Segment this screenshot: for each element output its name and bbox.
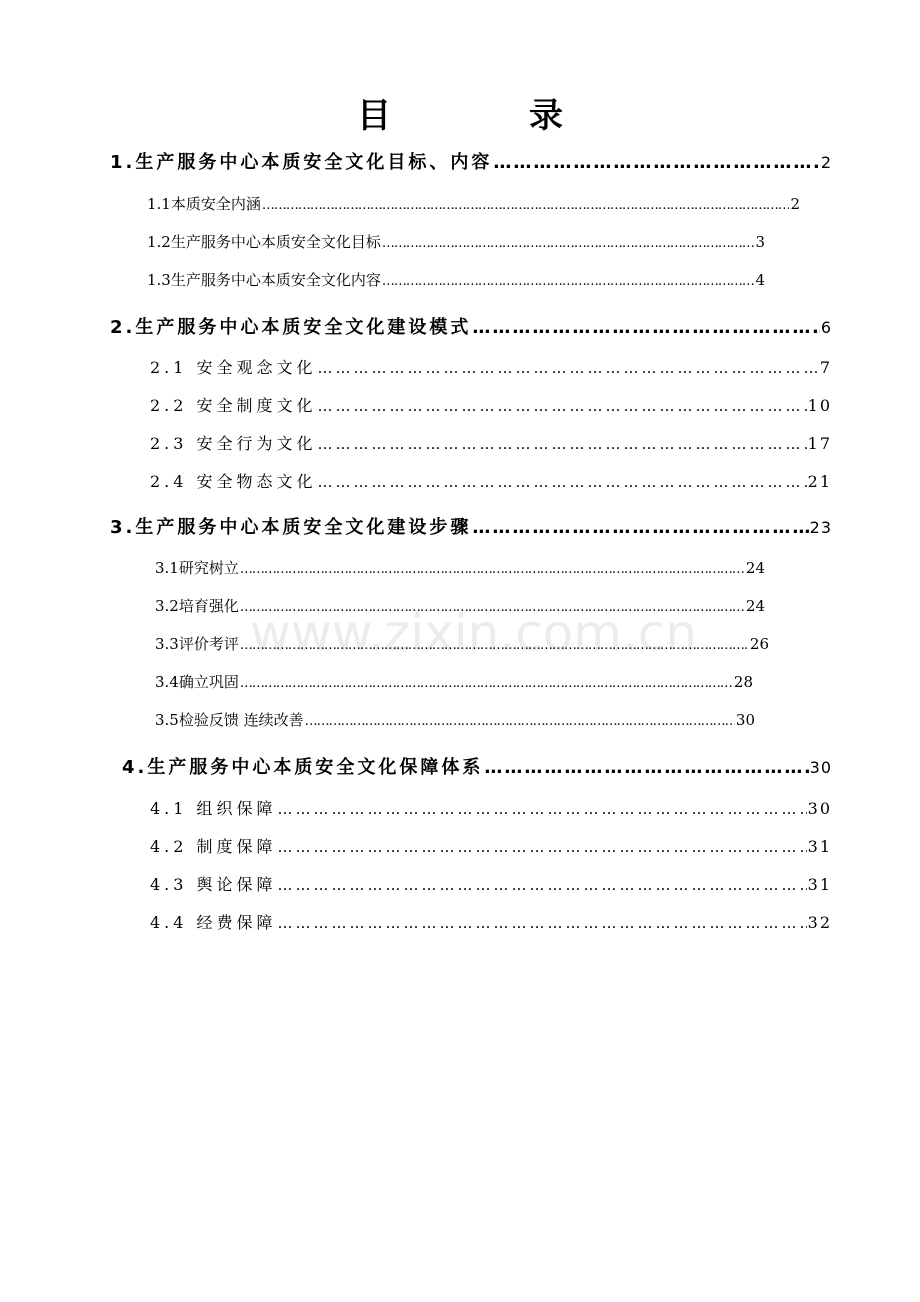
toc-entry-3-4[interactable] [155,671,753,692]
toc-leader-dots [318,435,807,453]
toc-leader-dots [278,914,807,932]
toc-entry-3-3[interactable] [155,633,769,654]
toc-entry-label: 4.1 组织保障 [150,799,277,818]
toc-entry-page: 4 [755,271,765,289]
toc-entry-label: 2.3 安全行为文化 [150,434,317,453]
toc-entry-3-5[interactable] [155,709,755,730]
toc-entry-1-3[interactable] [147,269,765,290]
toc-entry-page: 24 [745,559,765,577]
toc-entry-1-2[interactable] [147,231,765,252]
toc-entry-page: 30 [735,711,755,729]
toc-leader-dots [318,397,807,415]
toc-entry-page: 21 [807,472,832,491]
toc-leader-dots [318,473,807,491]
toc-entry-label: 2.1 安全观念文化 [150,358,317,377]
toc-leader-dots [278,876,807,894]
toc-entry-page: 31 [807,875,832,894]
toc-leader-dots [318,359,819,377]
toc-entry-label: 3.2培育强化 [155,597,239,615]
toc-entry-4-3[interactable] [150,872,832,895]
toc-entry-3-2[interactable] [155,595,765,616]
toc-entry-page: 7 [819,358,832,377]
toc-entry-page: 32 [807,913,832,932]
toc-leader-dots [240,638,749,653]
toc-leader-dots [484,757,808,778]
toc-entry-label: 3.5检验反馈 连续改善 [155,711,304,729]
toc-leader-dots [472,517,808,538]
toc-leader-dots [240,562,745,577]
toc-leader-dots [262,198,790,213]
toc-entry-3-1[interactable] [155,557,765,578]
toc-leader-dots [493,152,819,173]
toc-entry-page: 30 [809,758,832,777]
toc-leader-dots [305,714,735,729]
toc-entry-label: 4.生产服务中心本质安全文化保障体系 [122,757,484,778]
toc-entry-page: 10 [807,396,832,415]
toc-entry-label: 1.生产服务中心本质安全文化目标、内容 [110,152,493,173]
toc-entry-page: 23 [809,518,832,537]
toc-leader-dots [240,676,733,691]
toc-entry-4-4[interactable] [150,910,832,933]
toc-entry-label: 2.2 安全制度文化 [150,396,317,415]
toc-entry-page: 17 [807,434,832,453]
toc-entry-label: 3.1研究树立 [155,559,239,577]
toc-entry-section-3[interactable] [110,513,832,539]
toc-entry-section-4[interactable] [122,753,832,779]
toc-entry-label: 4.3 舆论保障 [150,875,277,894]
toc-entry-label: 1.3生产服务中心本质安全文化内容 [147,271,381,289]
toc-leader-dots [240,600,745,615]
toc-entry-page: 6 [820,318,832,337]
page-title: 目 录 [357,96,615,136]
toc-entry-4-1[interactable] [150,796,832,819]
toc-entry-4-2[interactable] [150,834,832,857]
toc-entry-label: 3.3评价考评 [155,635,239,653]
toc-entry-label: 4.4 经费保障 [150,913,277,932]
toc-leader-dots [382,236,755,251]
toc-entry-2-4[interactable] [150,469,832,492]
toc-entry-page: 3 [755,233,765,251]
watermark: www.zixin.com.cn [250,604,698,662]
toc-entry-label: 2.4 安全物态文化 [150,472,317,491]
toc-entry-page: 24 [745,597,765,615]
toc-entry-1-1[interactable] [147,193,800,214]
toc-entry-page: 31 [807,837,832,856]
toc-entry-label: 4.2 制度保障 [150,837,277,856]
toc-entry-page: 2 [820,153,832,172]
toc-entry-page: 26 [749,635,769,653]
toc-leader-dots [382,274,755,289]
toc-entry-label: 3.生产服务中心本质安全文化建设步骤 [110,517,472,538]
toc-entry-page: 30 [807,799,832,818]
toc-entry-2-2[interactable] [150,393,832,416]
toc-leader-dots [278,838,807,856]
toc-entry-label: 1.2生产服务中心本质安全文化目标 [147,233,381,251]
toc-entry-page: 28 [733,673,753,691]
toc-leader-dots [472,317,819,338]
toc-entry-section-1[interactable] [110,148,832,174]
toc-entry-2-3[interactable] [150,431,832,454]
toc-leader-dots [278,800,807,818]
toc-entry-section-2[interactable] [110,313,832,339]
toc-entry-2-1[interactable] [150,355,832,378]
toc-entry-label: 3.4确立巩固 [155,673,239,691]
toc-entry-label: 1.1本质安全内涵 [147,195,261,213]
toc-entry-label: 2.生产服务中心本质安全文化建设模式 [110,317,472,338]
toc-entry-page: 2 [790,195,800,213]
